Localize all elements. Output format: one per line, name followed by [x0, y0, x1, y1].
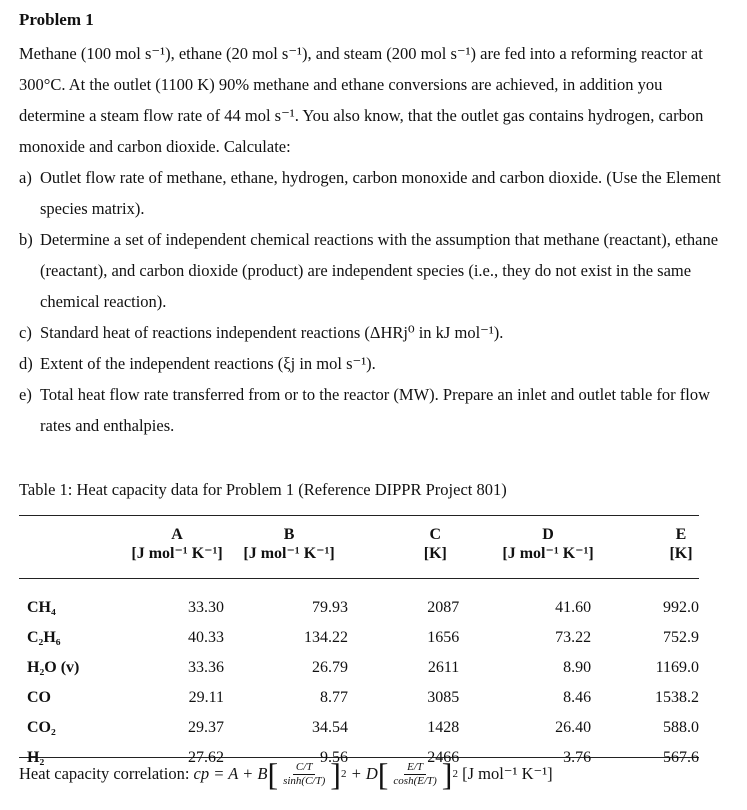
value-cell: 134.22: [304, 629, 349, 646]
task-label: b): [19, 230, 33, 249]
table-top-rule: [19, 515, 699, 516]
task-text: Total heat flow rate transferred from or to the reactor (MW). Prepare an inlet and outlet table for flow rates and enthalpies.: [40, 385, 711, 435]
formula-plus-d: + D: [350, 764, 378, 783]
task-item: [19, 317, 729, 348]
value-cell: 73.22: [555, 629, 592, 646]
value-cell: 8.77: [320, 689, 349, 706]
value-cell: 8.46: [563, 689, 592, 706]
value-cell: 29.37: [188, 719, 225, 736]
task-label: e): [19, 385, 32, 404]
column-header-c: C [K]: [423, 526, 447, 562]
frac2-numerator: E/T: [404, 761, 426, 775]
value-cell: 79.93: [312, 599, 349, 616]
task-label: a): [19, 168, 32, 187]
task-label: c): [19, 323, 32, 342]
exponent-1: 2: [340, 768, 347, 780]
value-cell: 2466: [427, 749, 460, 766]
value-cell: 567.6: [663, 749, 699, 766]
value-cell: 33.30: [188, 599, 225, 616]
task-label: d): [19, 354, 33, 373]
value-cell: 2611: [427, 659, 460, 676]
formula-units: [J mol⁻¹ K⁻¹]: [462, 764, 553, 783]
value-cell: 29.11: [188, 689, 225, 706]
exponent-2: 2: [452, 768, 458, 780]
frac2-denominator: cosh(E/T): [393, 774, 437, 787]
formula-label: Heat capacity correlation:: [19, 764, 190, 783]
table-row: [19, 623, 699, 653]
task-item: [19, 224, 729, 317]
formula-term-1: [ $\frac{C/T}{\sinh(C/T)}$ ] 2: [267, 756, 347, 792]
value-cell: 3085: [427, 689, 460, 706]
column-header-d: D [J mol⁻¹ K⁻¹]: [502, 526, 594, 562]
formula-lhs: cp = A + B: [193, 764, 268, 783]
task-text: Outlet flow rate of methane, ethane, hydrogen, carbon monoxide and carbon dioxide. (Use the Element species matrix).: [40, 168, 721, 218]
task-item: [19, 162, 729, 224]
value-cell: 1656: [427, 629, 460, 646]
heat-capacity-formula: [19, 757, 553, 791]
table-row: [19, 683, 699, 713]
frac1-denominator: sinh(C/T): [283, 774, 326, 787]
value-cell: 752.9: [663, 629, 699, 646]
column-header-a: A [J mol⁻¹ K⁻¹]: [131, 526, 223, 562]
value-cell: 8.90: [563, 659, 592, 676]
value-cell: 33.36: [188, 659, 225, 676]
task-item: [19, 348, 729, 379]
task-list: [19, 162, 729, 441]
value-cell: 992.0: [663, 599, 699, 616]
value-cell: 1428: [427, 719, 460, 736]
task-text: Extent of the independent reactions (ξj in mol s⁻¹).: [40, 354, 376, 373]
task-text: Determine a set of independent chemical reactions with the assumption that methane (reactant), ethane (reactant), and carbon dioxide (product) are independent species (i.e., they do not exist in the same chemical reaction).: [40, 230, 719, 311]
table-row: [19, 653, 699, 683]
heat-capacity-table: [19, 525, 699, 773]
value-cell: 9.56: [320, 749, 349, 766]
value-cell: 40.33: [188, 629, 225, 646]
table-row: [19, 593, 699, 623]
value-cell: 1169.0: [655, 659, 699, 676]
table-row: [19, 713, 699, 743]
species-cell: C₂H₆: [27, 629, 61, 646]
table-header-row: [19, 525, 699, 581]
value-cell: 2087: [427, 599, 460, 616]
task-item: [19, 379, 729, 441]
problem-intro-text: Methane (100 mol s⁻¹), ethane (20 mol s⁻¹), and steam (200 mol s⁻¹) are fed into a reforming reactor at 300°C. At the outlet (1100 K) 90% methane and ethane conversions are achieved, in addition you determine a steam flow rate of 44 mol s⁻¹. You also know, that the outlet gas contains hydrogen, carbon monoxide and carbon dioxide. Calculate:: [19, 44, 704, 156]
species-cell: CO: [27, 689, 51, 706]
task-text: Standard heat of reactions independent reactions (ΔHRj⁰ in kJ mol⁻¹).: [40, 323, 504, 342]
problem-intro: [19, 38, 729, 162]
problem-title: Problem 1: [19, 10, 94, 29]
value-cell: 26.40: [555, 719, 592, 736]
species-cell: CH₄: [27, 599, 56, 616]
formula-term-2: [ $\frac{E/T}{\cosh(E/T)}$ ] 2: [377, 756, 458, 792]
value-cell: 588.0: [663, 719, 699, 736]
value-cell: 26.79: [312, 659, 349, 676]
species-header: [19, 525, 112, 581]
species-cell: H₂O (v): [27, 659, 80, 676]
species-cell: H₂: [27, 749, 45, 766]
value-cell: 3.76: [563, 749, 592, 766]
value-cell: 41.60: [555, 599, 592, 616]
value-cell: 1538.2: [655, 689, 699, 706]
value-cell: 34.54: [312, 719, 349, 736]
frac1-numerator: C/T: [293, 761, 316, 775]
column-header-e: E [K]: [669, 526, 693, 562]
species-cell: CO₂: [27, 719, 56, 736]
value-cell: 27.62: [188, 749, 225, 766]
table-caption: Table 1: Heat capacity data for Problem 1 (Reference DIPPR Project 801): [19, 480, 507, 499]
column-header-b: B [J mol⁻¹ K⁻¹]: [243, 526, 335, 562]
